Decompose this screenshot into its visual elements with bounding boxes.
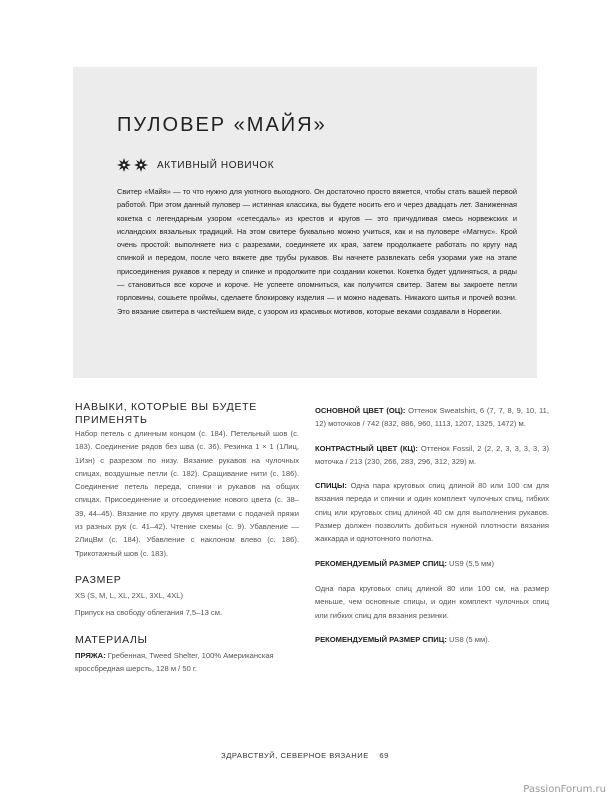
materials-heading: МАТЕРИАЛЫ [75, 633, 148, 646]
materials-section [75, 634, 299, 676]
book-title: ЗДРАВСТВУЙ, СЕВЕРНОЕ ВЯЗАНИЕ [221, 751, 369, 760]
page-footer [0, 751, 610, 760]
intro-paragraph: Свитер «Майя» — то что нужно для уютного выходного. Он достаточно просто вяжется, чтобы стать вашей первой работой. При этом данный пуловер — истинная классика, вы будете носить его и через двадцать лет. Заниженная кокетка с легендарным узором «сетесдаль» из крестов и кругов — это причудливая смесь норвежских и исландских вязальных традиций. На этом свитере буквально можно учиться, как и на пуловере «Магнус». Крой очень простой: выполняете низ с разрезами, соединяете их края, затем продолжаете работать по кругу над спинкой и передом, после чего вяжете две трубы рукавов. Вы начнете развлекать себя узорами уже на этапе присоединения рукавов к переду и спинке и продолжите при создании кокетки. Кокетка будет удлиняться, а ряды — становиться все короче и короче. Не успеете опомниться, как получится свитер. Затем вы закроете петли горловины, сошьете проймы, сделаете блокировку изделия — и можно надевать. Никакого шитья и прочей возни. Это вязание свитера в чистейшем виде, с узором из красивых мотивов, которые веками создавали в Норвегии. [117, 187, 517, 316]
needles-label: СПИЦЫ: [315, 481, 347, 491]
watermark: PassionForum.ru [523, 784, 606, 795]
needles-text: Одна пара круговых спиц длиной 80 или 100 см для вязания переда и спинки и один комплект чулочных спиц, гибких спиц или круговых спиц длиной 40 см для выполнения рукавов. Размер должен позволить добиться нужной плотности вязания жаккарда и однотонного полотна. [315, 481, 549, 544]
recommended-needle-size-2 [315, 633, 549, 646]
main-color-label: ОСНОВНОЙ ЦВЕТ (ОЦ): [315, 406, 406, 415]
yarn-label: ПРЯЖА: [75, 650, 106, 660]
skills-heading: НАВЫКИ, КОТОРЫЕ ВЫ БУДЕТЕ ПРИМЕНЯТЬ [75, 401, 257, 426]
skills-section [75, 401, 299, 560]
contrast-color-block [315, 442, 549, 469]
recommended-needle-size-1 [315, 557, 549, 570]
main-color-text: Оттенок Sweatshirt, 6 (7, 7, 8, 9, 10, 11, 12) моточков / 742 (832, 886, 960, 1113, 1207, 1325, 1472) м. [315, 406, 549, 429]
contrast-color-text: Оттенок Fossil, 2 (2, 2, 3, 3, 3, 3, 3) моточка / 213 (230, 266, 283, 296, 312, 329) м. [315, 443, 549, 466]
yarn-line [75, 649, 299, 676]
contrast-color-label: КОНТРАСТНЫЙ ЦВЕТ (КЦ): [315, 443, 418, 453]
page-title: ПУЛОВЕР «МАЙЯ» [117, 114, 327, 136]
snowflake-star-icon [134, 158, 148, 172]
page-number: 69 [379, 751, 389, 760]
recommended-size-value: US9 (5,5 мм) [448, 558, 495, 568]
recommended-size-label: РЕКОМЕНДУЕМЫЙ РАЗМЕР СПИЦ: [315, 634, 447, 644]
skills-text: Набор петель с длинным концом (с. 184). Петельный шов (с. 183). Соединение рядов без шва (с. 36). Резинка 1 × 1 (1Лиц, 1Изн) с разрезом по низу. Вязание рукавов на чулочных спицах, воздушные петли (с. 182). Сращивание нити (с. 186). Соединение петель переда, спинки и рукавов на общих спицах. Присоединение и отсоединение нового цвета (с. 38–39, 44–45). Вязание по кругу двумя цветами с подачей пряжи из разных рук (с. 41–42). Чтение схемы (с. 9). Убавление — 2ЛицВм (с. 184). Убавление с наклоном влево (с. 186). Трикотажный шов (с. 183). [75, 429, 299, 558]
size-list: XS (S, M, L, XL, 2XL, 3XL, 4XL) [75, 590, 184, 600]
difficulty-label: АКТИВНЫЙ НОВИЧОК [157, 159, 275, 171]
size-ease: Припуск на свободу облегания 7,5–13 см. [75, 608, 223, 618]
size-heading: РАЗМЕР [75, 573, 122, 586]
size-section [75, 574, 299, 620]
extra-needles-text: Одна пара круговых спиц длиной 80 или 100 см, на размер меньше, чем основные спицы, и один комплект чулочных спиц или гибких спиц для вязания резинки. [315, 583, 549, 620]
left-column [75, 401, 299, 685]
needles-block [315, 479, 549, 545]
snowflake-star-icon [117, 158, 131, 172]
difficulty-level [117, 158, 274, 172]
main-color-block [315, 404, 549, 431]
recommended-size-label: РЕКОМЕНДУЕМЫЙ РАЗМЕР СПИЦ: [315, 558, 447, 568]
yarn-text: Гребенная, Tweed Shelter, 100% Американская кроссбредная шерсть, 128 м / 50 г. [75, 650, 274, 673]
recommended-size-value: US8 (5 мм). [448, 634, 490, 644]
right-column [315, 404, 549, 646]
